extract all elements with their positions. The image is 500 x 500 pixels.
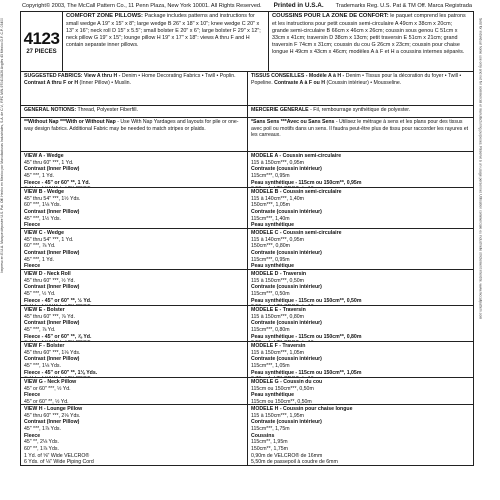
piece-count: 27 PIECES xyxy=(26,48,57,55)
view-row xyxy=(20,378,474,405)
yardage-line: 5,50m de passepoil à coudre de 6mm xyxy=(251,459,338,465)
view-row xyxy=(20,306,474,342)
yardage-line: 45" thru 60" ***, 2⅛ Yds. xyxy=(24,412,81,419)
notions-fr: MERCERIE GENERALE - Fil, rembourrage synthétique de polyester. xyxy=(247,106,473,117)
view-cell-en xyxy=(21,405,247,465)
fabrics-fr: TISSUS CONSEILLES - Modèle A à H - Denim • Tissus pour la décoration du foyer • Twill • Popeline. Contraste A à F ou H (Coussin intérieur) • Mousseline. xyxy=(247,72,473,105)
view-title: VIEW B - Wedge xyxy=(24,189,64,195)
yardage-line: Fleece - 45" or 60" **, 1 Yd. xyxy=(24,179,90,186)
yardage-line: 60" **, 1⅞ Yds. xyxy=(24,445,59,452)
view-cell-en xyxy=(21,270,247,305)
yardage-line: Fleece - 45" or 60" **, ½ Yd. xyxy=(24,297,92,304)
view-row xyxy=(20,152,474,188)
nap-en: **Without Nap ***With or Without Nap - Use With Nap Yardages and layouts for pile or one-way design fabrics. Additional Fabric may be needed to match stripes or plaids. xyxy=(24,119,239,132)
yardage-line: Contraste (coussin intérieur) xyxy=(251,419,322,426)
yardage-line: Peau synthétique xyxy=(251,263,294,269)
yardage-line: 45" or 60" ***, ½ Yd. xyxy=(24,385,71,392)
view-cell-en xyxy=(21,229,247,269)
yardage-line: 115cm***, 0,95m xyxy=(251,172,290,179)
yardage-line: Peau synthétique - 115cm ou 150cm**, 1,05m xyxy=(251,369,362,376)
view-title: MODELE C - Coussin semi-circulaire xyxy=(251,230,342,236)
nap-row xyxy=(20,118,474,152)
yardage-line: Contrast (Inner Pillow) xyxy=(24,208,80,215)
yardage-line: Contrast (Inner Pillow) xyxy=(24,166,80,173)
yardage-line xyxy=(24,340,244,341)
yardage-line xyxy=(24,304,244,305)
yardage-line: Peau synthétique - 115cm ou 150cm**, 0,50m xyxy=(251,297,362,304)
yardage-line: 45" thru 54" ***, 1 Yd. xyxy=(24,236,74,243)
view-title: VIEW G - Neck Pillow xyxy=(24,379,77,385)
yardage-line: 45" ***, ⅞ Yd. xyxy=(24,326,56,333)
view-row xyxy=(20,342,474,378)
yardage-line: Contrast (Inner Pillow) xyxy=(24,249,80,256)
view-row xyxy=(20,229,474,270)
yardage-line: 150cm***, 1,05m xyxy=(251,202,290,209)
yardage-line: Contrast (Inner Pillow) xyxy=(24,356,80,363)
view-title: MODELE F - Traversin xyxy=(251,343,306,349)
view-row xyxy=(20,405,474,466)
yardage-line: 115cm***, 1,75m xyxy=(251,425,290,432)
view-cell-en xyxy=(21,306,247,341)
yardage-line: 115cm***, 1,40m xyxy=(251,215,290,222)
yardage-line: 115 à 150cm***, 0,95m xyxy=(251,159,304,166)
yardage-line xyxy=(24,186,244,187)
yardage-line: 150cm***, 0,80m xyxy=(251,243,290,250)
yardage-line: Contraste (coussin intérieur) xyxy=(251,208,322,215)
yardage-line xyxy=(251,376,470,377)
yardage-line: 115 à 140cm***, 0,95m xyxy=(251,236,304,243)
yardage-line: 115cm ou 150cm***, 0,50m xyxy=(251,385,314,392)
yardage-line: 45" ***, 1⅞ Yds. xyxy=(24,425,61,432)
yardage-line: 115cm***, 0,95m xyxy=(251,256,290,263)
yardage-line xyxy=(251,304,470,305)
view-title: VIEW C - Wedge xyxy=(24,230,64,236)
yardage-line: Contraste (coussin intérieur) xyxy=(251,356,322,363)
view-title: MODELE D - Traversin xyxy=(251,271,307,277)
view-cell-fr xyxy=(247,270,473,305)
yardage-line: Contraste (coussin intérieur) xyxy=(251,249,322,256)
yardage-line: 45" thru 60" ***, ½ Yd. xyxy=(24,277,75,284)
yardage-line xyxy=(24,376,244,377)
view-title: VIEW H - Lounge Pillow xyxy=(24,406,83,412)
yardage-line: 115cm***, 1,05m xyxy=(251,362,290,369)
yardage-line: 45" thru 54" ***, 1½ Yds. xyxy=(24,195,81,202)
yardage-line: 115 à 150cm***, 1,05m xyxy=(251,349,304,356)
yardage-line: Fleece - 45" or 60" **, 1⅛ Yds. xyxy=(24,369,98,376)
yardage-line: Contrast (Inner Pillow) xyxy=(24,284,80,291)
yardage-line: Fleece xyxy=(24,432,41,439)
view-row xyxy=(20,270,474,306)
view-title: MODELE E - Traversin xyxy=(251,307,306,313)
description-en: COMFORT ZONE PILLOWS: Package includes patterns and instructions for small wedge A 19" x 15" x 8"; large wedge B 26" x 18" x 10"; knee wedge C 20" x 13" x 16"; neck roll D 15" x 5.5"; small bolster E 20" x 6"; large bolster F 29" x 12"; neck pillow G 19" x 15"; lounge pillow H 19" x 17" x 18": views A thru F and H contain separate inner pillows. xyxy=(66,13,261,48)
yardage-line: Fleece xyxy=(24,222,41,228)
side-usage-notice: Sold for individual home use only and not for commercial or manufacturing purposes. Réservé à un usage personnel. Utilisation commerciale ou industrielle strictement interdite. www.mccallpattern.com xyxy=(478,18,483,320)
yardage-line: 45" ***, 1⅛ Yds. xyxy=(24,362,61,369)
yardage-line: Fleece xyxy=(24,263,41,269)
view-cell-en xyxy=(21,342,247,377)
view-title: VIEW A - Wedge xyxy=(24,153,64,159)
view-row xyxy=(20,188,474,229)
yardage-line: Fleece xyxy=(24,392,41,399)
yardage-line: 45" ***, ½ Yd. xyxy=(24,290,56,297)
yardage-line: 115 à 150cm***, 0,80m xyxy=(251,313,304,320)
yardage-line: 45" thru 60" ***, ⅞ Yd. xyxy=(24,313,75,320)
copyright-line: Copyright© 2003, The McCall Pattern Co., 11 Penn Plaza, New York 10001. All Rights Reserved. Printed in U.S.A. Trademarks Reg. U.S. Pat & TM Off. Marca Registrada xyxy=(22,2,472,9)
yardage-line: 115 à 150cm***, 1,95m xyxy=(251,412,304,419)
yardage-line xyxy=(251,186,470,187)
notions-en: GENERAL NOTIONS: Thread, Polyester Fiberfill. xyxy=(24,107,138,113)
view-cell-en xyxy=(21,378,247,404)
yardage-line: 45" ***, 1½ Yds. xyxy=(24,215,61,222)
yardage-line: 115cm***, 0,50m xyxy=(251,290,290,297)
view-cell-fr xyxy=(247,188,473,228)
yardage-line: 0,90m de VELCRO® de 16mm xyxy=(251,452,323,459)
yardage-line: 45" **, 2⅛ Yds. xyxy=(24,439,59,446)
yardage-line: Peau synthétique xyxy=(251,392,294,399)
yardage-line: Coussins xyxy=(251,432,275,439)
view-cell-fr xyxy=(247,306,473,341)
yardage-line: Contrast (Inner Pillow) xyxy=(24,320,80,327)
fabrics-en: SUGGESTED FABRICS: View A thru H - Denim • Home Decorating Fabrics • Twill • Poplin. Contrast A thru F or H (Inner Pillow) • Muslin. xyxy=(24,73,236,86)
yardage-line: 6 Yds. of ⅛" Wide Piping Cord xyxy=(24,459,94,465)
yardage-line: 45" or 60" **, ½ Yd. xyxy=(24,398,69,404)
view-cell-en xyxy=(21,188,247,228)
side-legal-text: Impreso en E.U.A. Marque déposée U.S. Pat. Off. Hecho en Mexico por Manufacturas Industriales, S.A. de C.V., RFC MIN-970413U26 Anglès 43 México D.F. C.P. 03400 xyxy=(0,18,4,273)
view-cell-fr xyxy=(247,405,473,465)
notions-row xyxy=(20,106,474,118)
yardage-line: 60" ***, ⅞ Yd. xyxy=(24,243,56,250)
view-cell-fr xyxy=(247,229,473,269)
yardage-line: 45" thru 60" ***, 1⅛ Yds. xyxy=(24,349,81,356)
yardage-line: Peau synthétique xyxy=(251,222,294,228)
yardage-line xyxy=(251,340,470,341)
yardage-line: 115cm ou 150cm**, 0,50m xyxy=(251,398,312,404)
fabrics-row xyxy=(20,72,474,106)
yardage-views xyxy=(20,152,474,466)
view-cell-fr xyxy=(247,378,473,404)
yardage-line: Fleece - 45" or 60" **, ⅞ Yd. xyxy=(24,333,92,340)
yardage-line: Contraste (coussin intérieur) xyxy=(251,320,322,327)
yardage-line: 45" thru 60" ***, 1 Yd. xyxy=(24,159,74,166)
description-fr: COUSSINS POUR LA ZONE DE CONFORT: le paquet comprend les patrons et les instructions pour petit coussin semi-circulaire A 49cm x 38cm x 20cm; grande semi-circulaire B 66cm x 46cm x 26cm; coussin sous genou C 51cm x 33cm x 41cm; traversin D 38cm x 13cm; petit traversin E 51cm x 21cm; grand traversin F 74cm x 31cm; coussin du cou G 26cm x 23cm; coussin pour chaise longue H 49cm x 43cm x 46cm; modèles A à F et H a coussins internes séparés. xyxy=(268,12,473,71)
view-title: VIEW F - Bolster xyxy=(24,343,65,349)
view-title: VIEW E - Bolster xyxy=(24,307,65,313)
pattern-envelope-back xyxy=(20,0,474,500)
yardage-line: Contrast (Inner Pillow) xyxy=(24,419,80,426)
yardage-line: 115cm***, 0,80m xyxy=(251,326,290,333)
yardage-line: 45" ***, 1 Yd. xyxy=(24,256,55,263)
header-block xyxy=(20,11,474,72)
view-cell-fr xyxy=(247,342,473,377)
pattern-number: 4123 xyxy=(23,28,60,48)
yardage-line: 45" ***, 1 Yd. xyxy=(24,172,55,179)
yardage-line: 115cm**, 1,95m xyxy=(251,439,288,446)
yardage-line: 60" ***, 1⅛ Yds. xyxy=(24,202,61,209)
yardage-line: Peau synthétique - 115cm ou 150cm**, 0,80m xyxy=(251,333,362,340)
yardage-line: Peau synthétique - 115cm ou 150cm**, 0,95m xyxy=(251,179,362,186)
yardage-line: Contraste (coussin intérieur) xyxy=(251,166,322,173)
yardage-line: 150cm**, 1,75m xyxy=(251,445,288,452)
view-title: VIEW D - Neck Roll xyxy=(24,271,71,277)
view-title: MODELE A - Coussin semi-circulaire xyxy=(251,153,342,159)
view-title: MODELE B - Coussin semi-circulaire xyxy=(251,189,342,195)
view-title: MODELE H - Coussin pour chaise longue xyxy=(251,406,353,412)
nap-fr: *Sans Sens ***Avec ou Sans Sens - Utilisez le métrage à sens et les plans pour des tissus avec poil ou motifs dans un sens. Il faudra peut-être plus de tissu pour raccorder les rayures et les carreaux. xyxy=(247,118,473,151)
yardage-line: 115 à 150cm***, 0,50m xyxy=(251,277,304,284)
view-title: MODELE G - Coussin du cou xyxy=(251,379,323,385)
yardage-line: 1 Yd. of ⅝" Wide VELCRO® xyxy=(24,452,90,459)
yardage-line: Contraste (coussin intérieur) xyxy=(251,284,322,291)
view-cell-fr xyxy=(247,152,473,187)
yardage-line: 115 à 140cm***, 1,40m xyxy=(251,195,304,202)
pattern-number-box xyxy=(21,12,63,71)
view-cell-en xyxy=(21,152,247,187)
